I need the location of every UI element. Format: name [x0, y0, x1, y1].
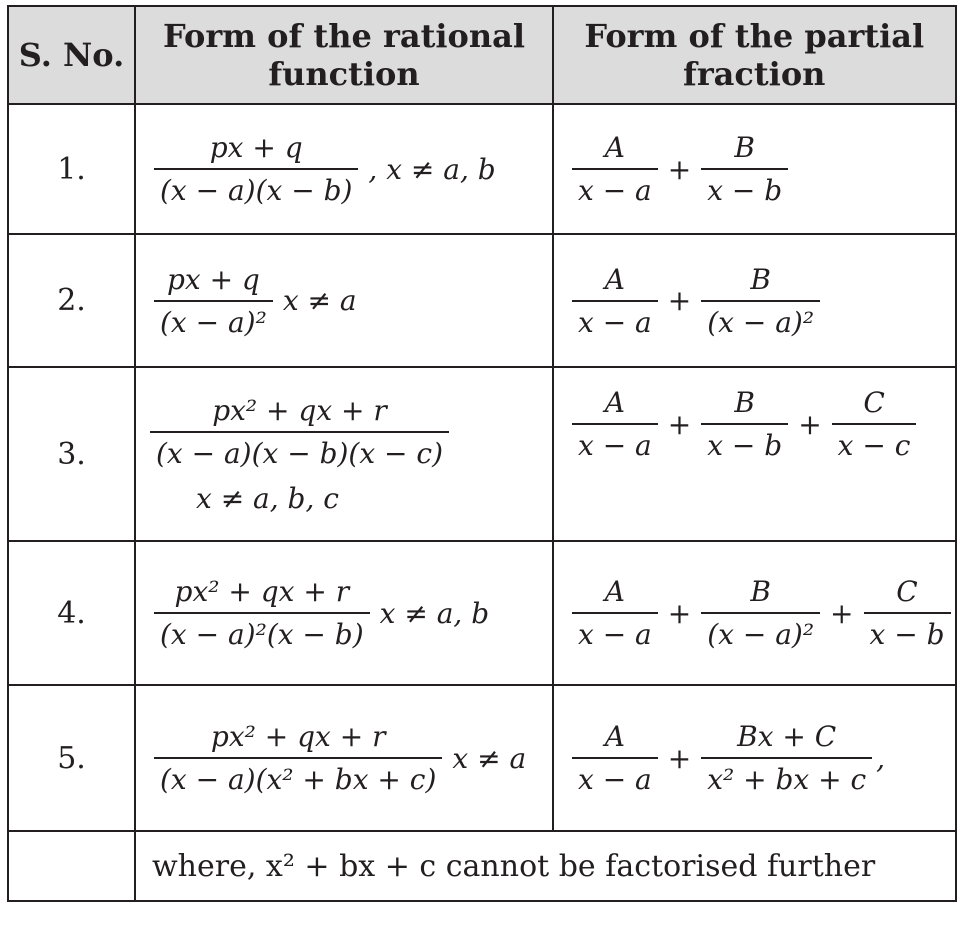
header-rational: Form of the rational function	[135, 6, 553, 104]
fraction-numerator: px² + qx + r	[174, 575, 350, 608]
table-row	[8, 234, 956, 367]
partial-fraction	[553, 367, 956, 541]
condition: x ≠ a	[282, 284, 357, 317]
row-number: 5.	[8, 685, 135, 831]
fraction-denominator: x − b	[864, 612, 951, 651]
header-row	[8, 6, 956, 104]
fraction-denominator: x − a	[572, 612, 658, 651]
table-row	[8, 104, 956, 234]
fraction-denominator: (x − a)²	[154, 300, 273, 339]
header-partial: Form of the partial fraction	[553, 6, 956, 104]
fraction-denominator: (x − a)²	[701, 300, 820, 339]
table-row	[8, 541, 956, 685]
condition: , x ≠ a, b	[368, 152, 496, 186]
fraction-denominator: x − b	[701, 168, 788, 207]
plus-sign: +	[798, 407, 822, 441]
fraction-numerator: A	[604, 720, 625, 753]
plus-sign: +	[667, 741, 692, 775]
fraction-denominator: (x − a)²(x − b)	[154, 612, 370, 651]
fraction-numerator: B	[734, 131, 755, 164]
fraction-denominator: x − b	[701, 423, 788, 462]
fraction-numerator: A	[604, 131, 625, 164]
row-number: 2.	[8, 234, 135, 367]
rational-function	[135, 685, 553, 831]
note-row	[8, 831, 956, 901]
partial-fraction	[553, 234, 956, 367]
fraction-denominator: x − a	[572, 757, 658, 796]
partial-fractions-table	[7, 5, 957, 902]
rational-function	[135, 541, 553, 685]
plus-sign: +	[667, 596, 692, 630]
fraction-numerator: Bx + C	[737, 720, 837, 753]
plus-sign: +	[667, 152, 692, 186]
table-row	[8, 367, 956, 541]
fraction-denominator: x − c	[832, 423, 917, 462]
condition: x ≠ a, b	[379, 596, 490, 630]
trailing-comma: ,	[876, 741, 886, 775]
partial-fraction	[553, 541, 956, 685]
fraction-numerator: A	[604, 575, 625, 608]
row-number: 1.	[8, 104, 135, 234]
fraction-denominator: x − a	[572, 300, 658, 339]
fraction-numerator: A	[604, 386, 625, 419]
row-number: 4.	[8, 541, 135, 685]
partial-fraction	[553, 685, 956, 831]
partial-fraction	[553, 104, 956, 234]
fraction-numerator: A	[604, 262, 625, 296]
fraction-denominator: (x − a)(x − b)(x − c)	[150, 431, 449, 470]
fraction-numerator: B	[750, 262, 771, 296]
rational-function	[135, 367, 553, 541]
rational-function	[135, 104, 553, 234]
fraction-numerator: px² + qx + r	[212, 393, 387, 427]
fraction-numerator: px² + qx + r	[210, 720, 386, 753]
fraction-numerator: C	[896, 575, 918, 608]
fraction-numerator: B	[734, 386, 755, 419]
rational-function	[135, 234, 553, 367]
fraction-numerator: C	[863, 386, 885, 419]
fraction-denominator: (x − a)(x − b)	[154, 168, 358, 207]
row-number: 3.	[8, 367, 135, 541]
plus-sign: +	[667, 407, 692, 441]
header-sno: S. No.	[8, 6, 135, 104]
fraction-denominator: x² + bx + c	[701, 757, 872, 796]
note-empty-cell	[8, 831, 135, 901]
table-row	[8, 685, 956, 831]
plus-sign: +	[830, 596, 854, 630]
fraction-numerator: B	[750, 575, 771, 608]
fraction-denominator: x − a	[572, 423, 658, 462]
footnote: where, x² + bx + c cannot be factorised further	[135, 831, 956, 901]
fraction-numerator: px + q	[209, 131, 303, 164]
fraction-denominator: (x − a)²	[701, 612, 820, 651]
fraction-denominator: (x − a)(x² + bx + c)	[154, 757, 442, 796]
fraction-numerator: px + q	[166, 262, 260, 296]
plus-sign: +	[667, 284, 692, 317]
fraction-denominator: x − a	[572, 168, 658, 207]
condition: x ≠ a	[452, 741, 527, 775]
condition: x ≠ a, b, c	[196, 481, 339, 515]
